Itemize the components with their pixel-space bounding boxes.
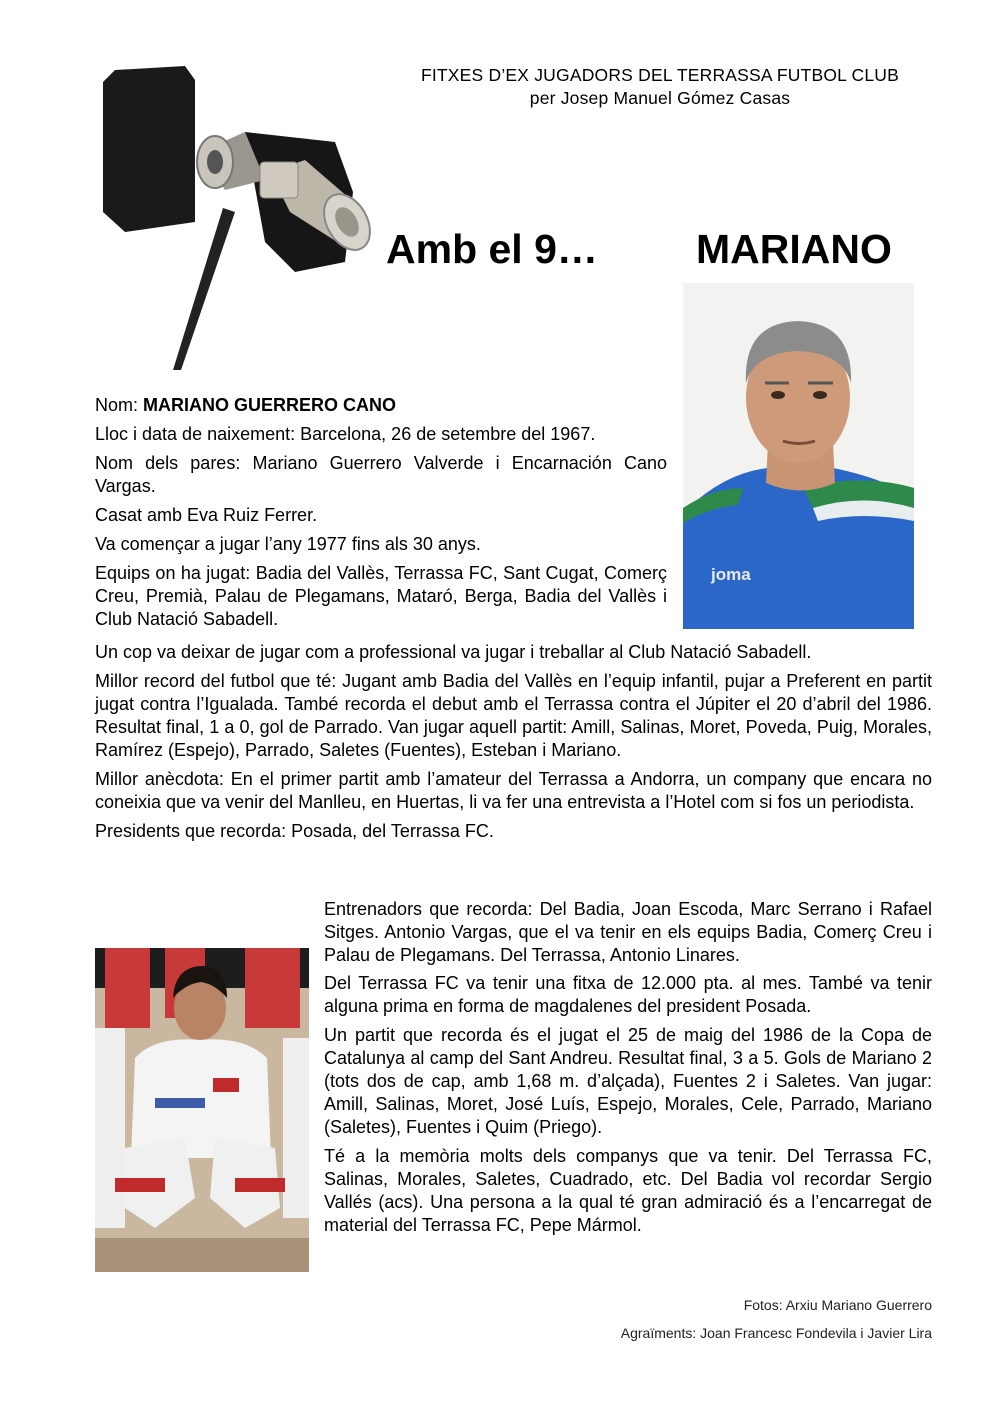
title-player-name: MARIANO [696, 226, 892, 272]
header-title: FITXES D’EX JUGADORS DEL TERRASSA FUTBOL CLUB [420, 65, 900, 85]
coaches-text: Entrenadors que recorda: Del Badia, Joan Escoda, Marc Serrano i Rafael Sitges. Antonio Vargas, que el va tenir en els equips Badia, Comerç Creu i Palau de Plegamans. Del Terrassa, Antonio Linares. [324, 899, 932, 965]
shirt-brand: joma [711, 565, 751, 584]
paragraph-salary: Del Terrassa FC va tenir una fitxa de 12.000 pta. al mes. També va tenir alguna prima en forma de magdalenes del president Posada. [324, 973, 932, 1016]
started-line: Va començar a jugar l’any 1977 fins als 30 anys. [95, 534, 481, 554]
paragraph-teammates: Té a la memòria molts dels companys que va tenir. Del Terrassa FC, Salinas, Morales, Saletes, Cuadrado, etc. Del Badia vol recordar Sergio Vallés (acs). Una persona a la qual té gran admiració és a l’encarregat de material del Terrassa FC, Pepe Mármol. [324, 1146, 932, 1235]
parents-line: Nom dels pares: Mariano Guerrero Valverde i Encarnación Cano Vargas. [95, 453, 667, 496]
photo-credit: Fotos: Arxiu Mariano Guerrero [743, 1297, 932, 1313]
name-label: Nom: [95, 395, 139, 415]
loudspeaker-illustration [95, 62, 375, 372]
paragraph-match: Un partit que recorda és el jugat el 25 de maig del 1986 de la Copa de Catalunya al camp del Sant Andreu. Resultat final, 3 a 5. Gols de Mariano 2 (tots dos de cap, amb 1,68 m. d’alçada), Fuentes 2 i Saletes. Van jugar: Amill, Salinas, Moret, José Luís, Espejo, Morales, Cele, Parrado, Mariano (Saletes), Fuentes i Quim (Priego). [324, 1025, 932, 1137]
married-line: Casat amb Eva Ruiz Ferrer. [95, 505, 318, 525]
intro-section [95, 394, 667, 631]
paragraph-after-career: Un cop va deixar de jugar com a professional va jugar i treballar al Club Natació Sabadell. [95, 642, 812, 662]
title-number: Amb el 9… [386, 226, 598, 272]
header-author: per Josep Manuel Gómez Casas [529, 88, 791, 108]
document-header [360, 64, 960, 110]
team-photo [95, 948, 309, 1272]
name-line [95, 394, 667, 417]
teams-line: Equips on ha jugat: Badia del Vallès, Terrassa FC, Sant Cugat, Comerç Creu, Premià, Palau de Plegamans, Mataró, Berga, Badia del Vallès i Club Natació Sabadell. [95, 563, 667, 629]
acknowledgements: Agraïments: Joan Francesc Fondevila i Javier Lira [620, 1325, 932, 1341]
name-value: MARIANO GUERRERO CANO [143, 395, 397, 415]
portrait-photo [683, 283, 914, 629]
paragraph-best-memory: Millor record del futbol que té: Jugant amb Badia del Vallès en l’equip infantil, pujar a Preferent en partit jugat contra l’Igualada. També recorda el debut amb el Terrassa contra el Júpiter el 20 d’abril del 1986. Resultat final, 1 a 0, gol de Parrado. Van jugar aquell partit: Amill, Salinas, Moret, Poveda, Puig, Morales, Ramírez (Espejo), Parrado, Saletes (Fuentes), Esteban i Mariano. [95, 671, 932, 760]
birth-line: Lloc i data de naixement: Barcelona, 26 de setembre del 1967. [95, 424, 596, 444]
lower-section [324, 972, 932, 1237]
main-section [95, 641, 932, 849]
paragraph-anecdote: Millor anècdota: En el primer partit amb l’amateur del Terrassa a Andorra, un company que encara no coneixia que va venir del Manlleu, en Huertas, li va fer una entrevista a l’Hotel com si fos un periodista. [95, 769, 932, 812]
paragraph-presidents: Presidents que recorda: Posada, del Terrassa FC. [95, 821, 494, 841]
